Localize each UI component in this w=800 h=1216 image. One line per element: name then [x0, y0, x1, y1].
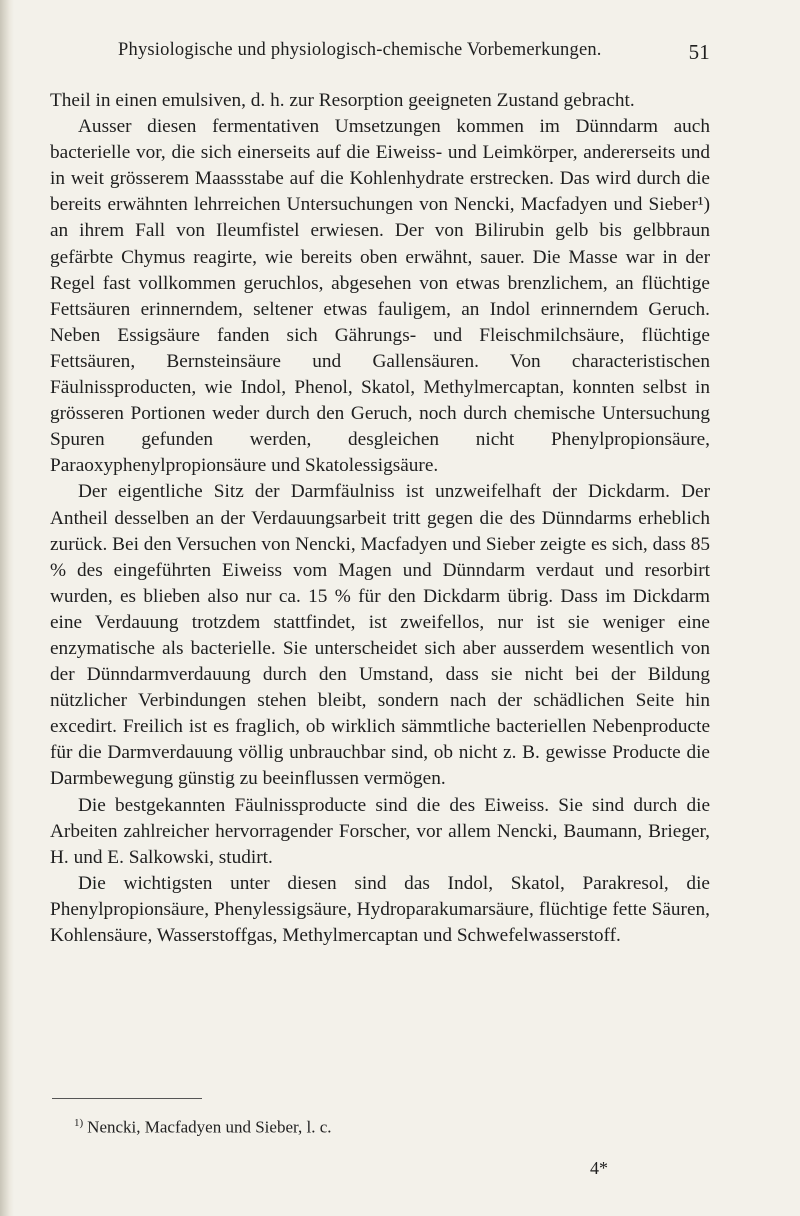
body-text [50, 88, 710, 949]
running-header [118, 40, 710, 70]
paragraph-continuation: Theil in einen emulsiven, d. h. zur Resorption geeigneten Zustand gebracht. [50, 90, 635, 111]
paragraph-important-products: Die wichtigsten unter diesen sind das Indol, Skatol, Parakresol, die Phenylpropionsäure, Phenylessigsäure, Hydroparakumarsäure, flüchtige fette Säuren, Kohlensäure, Wasserstoffgas, Methylmercaptan und Schwefelwasserstoff. [50, 872, 710, 946]
page-binding-edge [0, 0, 14, 1216]
footnote [52, 1112, 692, 1139]
page-number: 51 [688, 40, 710, 64]
footnote-marker: 1) [74, 1117, 84, 1129]
footnote-text: Nencki, Macfadyen und Sieber, l. c. [87, 1117, 332, 1137]
paragraph-large-intestine: Der eigentliche Sitz der Darmfäulniss ist unzweifelhaft der Dickdarm. Der Antheil desselben an der Verdauungsarbeit tritt gegen die des Dünndarms erheblich zurück. Bei den Versuchen von Nencki, Macfadyen und Sieber zeigte es sich, dass 85 % des eingeführten Eiweiss vom Magen und Dünndarm verdaut und resorbirt wurden, es blieben also nur ca. 15 % für den Dickdarm übrig. Dass im Dickdarm eine Verdauung trotzdem stattfindet, ist zweifellos, nur ist sie weniger eine enzymatische als bacterielle. Sie unterscheidet sich aber ausserdem wesentlich von der Dünndarmverdauung durch den Umstand, dass sie nicht bei der Bildung nützlicher Verbindungen stehen bleibt, sondern nach der schädlichen Seite hin excedirt. Freilich ist es fraglich, ob wirklich sämmtliche bacteriellen Nebenproducte für die Darmverdauung völlig unbrauchbar sind, ob nicht z. B. gewisse Producte die Darmbewegung günstig zu beeinflussen vermögen. [50, 481, 710, 790]
paragraph-putrefaction-products: Die bestgekannten Fäulnissproducte sind die des Eiweiss. Sie sind durch die Arbeiten zahlreicher hervorragender Forscher, vor allem Nencki, Baumann, Brieger, H. und E. Salkowski, studirt. [50, 794, 710, 868]
footnote-divider [52, 1098, 202, 1099]
running-header-title: Physiologische und physiologisch-chemische Vorbemerkungen. [118, 40, 602, 60]
paragraph-bacterial-conversions: Ausser diesen fermentativen Umsetzungen kommen im Dünndarm auch bacterielle vor, die sich einerseits auf die Eiweiss- und Leimkörper, andererseits und in weit grösserem Maassstabe auf die Kohlenhydrate erstrecken. Das wird durch die bereits erwähnten lehrreichen Untersuchungen von Nencki, Macfadyen und Sieber¹) an ihrem Fall von Ileumfistel erwiesen. Der von Bilirubin gelb bis gelbbraun gefärbte Chymus reagirte, wie bereits oben erwähnt, sauer. Die Masse war in der Regel fast vollkommen geruchlos, abgesehen von etwas brenzlichem, an flüchtige Fettsäuren erinnerndem, seltener etwas fauligem, an Indol erinnerndem Geruch. Neben Essigsäure fanden sich Gährungs- und Fleischmilchsäure, flüchtige Fettsäuren, Bernsteinsäure und Gallensäuren. Von characteristischen Fäulnissproducten, wie Indol, Phenol, Skatol, Methylmercaptan, konnten selbst in grösseren Portionen weder durch den Geruch, noch durch chemische Untersuchung Spuren gefunden werden, desgleichen nicht Phenylpropionsäure, Paraoxyphenylpropionsäure und Skatolessigsäure. [50, 116, 710, 477]
signature-mark: 4* [590, 1158, 608, 1178]
